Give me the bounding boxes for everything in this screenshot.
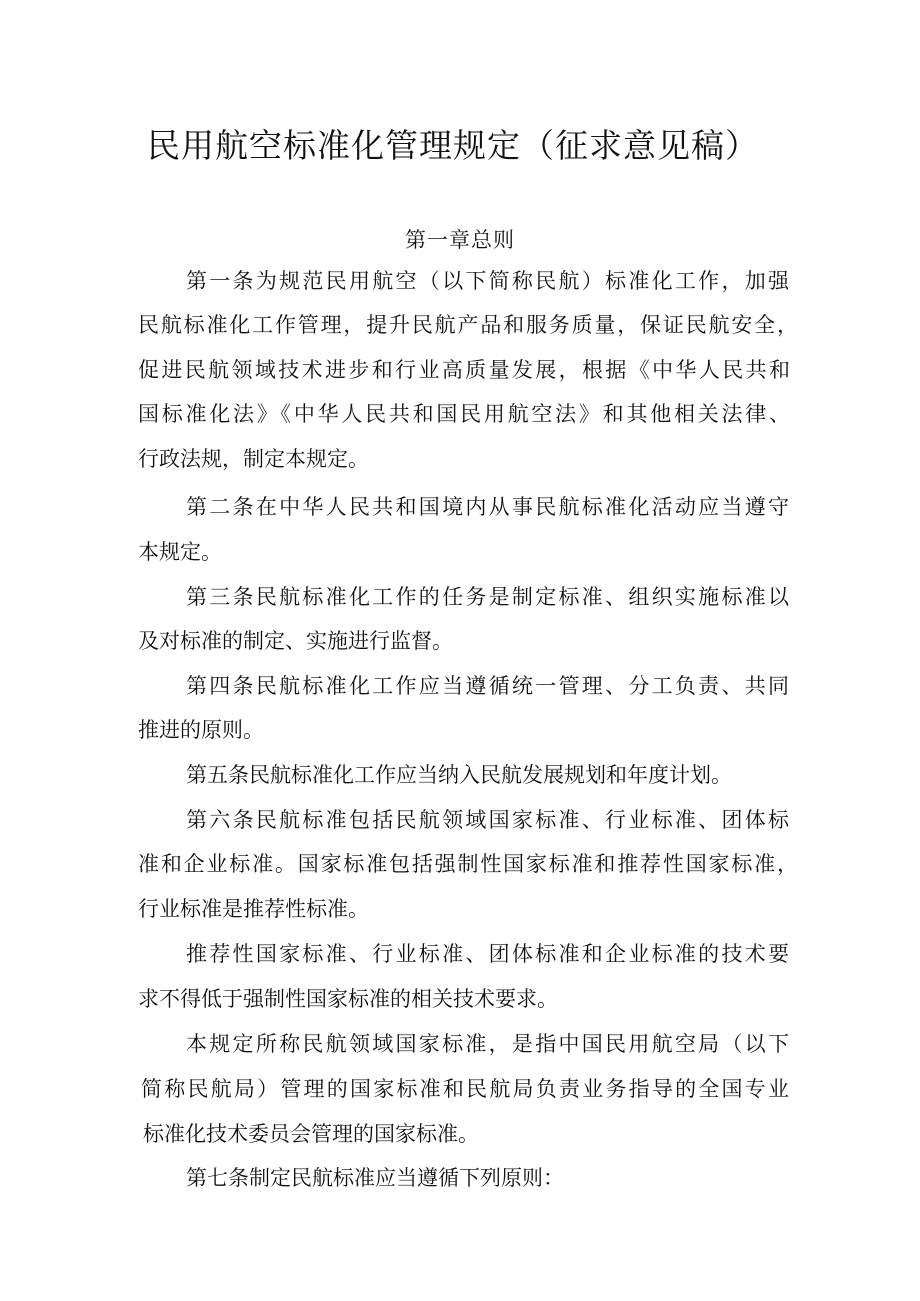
text-line: 准和企业标准。国家标准包括强制性国家标准和推荐性国家标准， (138, 852, 798, 876)
text-line: 第一条为规范民用航空（以下简称民航）标准化工作，加强 (186, 269, 789, 293)
text-line: 推进的原则。 (138, 718, 264, 742)
document-title: 民用航空标准化管理规定（征求意见稿） (147, 126, 759, 165)
text-line: 第七条制定民航标准应当遵循下列原则： (186, 1166, 564, 1190)
text-line: 简称民航局）管理的国家标准和民航局负责业务指导的全国专业 (141, 1077, 789, 1101)
text-line: 第六条民航标准包括民航领域国家标准、行业标准、团体标 (186, 808, 789, 832)
text-line: 及对标准的制定、实施进行监督。 (138, 629, 453, 653)
text-line: 推荐性国家标准、行业标准、团体标准和企业标准的技术要 (186, 942, 789, 966)
chapter-heading: 第一章总则 (405, 228, 515, 252)
text-line: 行业标准是推荐性标准。 (138, 897, 369, 921)
text-line: 第五条民航标准化工作应当纳入民航发展规划和年度计划。 (186, 763, 732, 787)
text-line: 第三条民航标准化工作的任务是制定标准、组织实施标准以 (186, 585, 789, 609)
text-line: 求不得低于强制性国家标准的相关技术要求。 (138, 987, 558, 1011)
text-line: 民航标准化工作管理，提升民航产品和服务质量，保证民航安全， (138, 313, 798, 337)
text-line: 本规定所称民航领域国家标准，是指中国民用航空局（以下 (186, 1032, 789, 1056)
text-line: 本规定。 (138, 540, 222, 564)
text-line: 行政法规，制定本规定。 (138, 447, 369, 471)
text-line: 标准化技术委员会管理的国家标准。 (143, 1122, 479, 1146)
text-line: 第四条民航标准化工作应当遵循统一管理、分工负责、共同 (186, 674, 789, 698)
text-line: 国标准化法》《中华人民共和国民用航空法》和其他相关法律、 (138, 402, 790, 426)
text-line: 促进民航领域技术进步和行业高质量发展，根据《中华人民共和 (138, 358, 790, 382)
text-line: 第二条在中华人民共和国境内从事民航标准化活动应当遵守 (186, 495, 789, 519)
